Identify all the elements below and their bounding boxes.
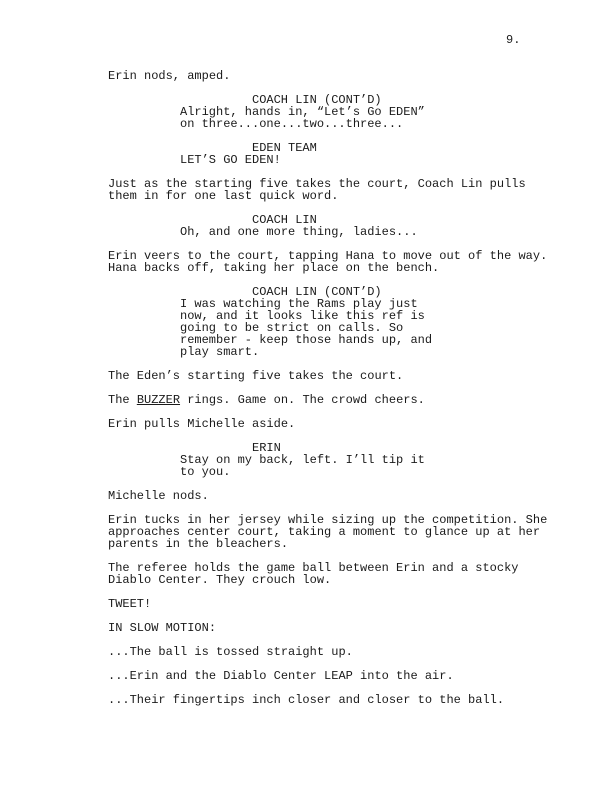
dialogue: Alright, hands in, “Let’s Go EDEN” on three...one...two...three...	[180, 105, 425, 131]
action-line-buzzer	[108, 394, 558, 406]
action-line: Michelle nods.	[108, 489, 209, 503]
action-line: Erin veers to the court, tapping Hana to move out of the way. Hana backs off, taking her place on the bench.	[108, 249, 548, 275]
page-number: 9.	[506, 33, 521, 47]
action-line: Erin tucks in her jersey while sizing up the competition. She approaches center court, taking a moment to glance up at her parents in the bleachers.	[108, 513, 548, 551]
dialogue: I was watching the Rams play just now, and it looks like this ref is going to be strict on calls. So remember - keep those hands up, and play smart.	[180, 297, 433, 359]
action-line: The Eden’s starting five takes the court.	[108, 369, 404, 383]
action-line: ...Erin and the Diablo Center LEAP into the air.	[108, 669, 454, 683]
action-line: Erin nods, amped.	[108, 69, 231, 83]
character-name: COACH LIN (CONT’D)	[252, 93, 382, 107]
action-line: ...Their fingertips inch closer and closer to the ball.	[108, 693, 505, 707]
action-line: ...The ball is tossed straight up.	[108, 645, 353, 659]
character-name: COACH LIN	[252, 213, 317, 227]
scene-transition: IN SLOW MOTION:	[108, 621, 217, 635]
sound-cue: BUZZER	[136, 393, 181, 407]
action-line: The referee holds the game ball between Erin and a stocky Diablo Center. They crouch low.	[108, 561, 519, 587]
character-name: ERIN	[252, 441, 281, 455]
action-line: Erin pulls Michelle aside.	[108, 417, 296, 431]
action-line: TWEET!	[108, 597, 152, 611]
screenplay-body	[108, 70, 558, 718]
action-text: rings. Game on. The crowd cheers.	[180, 393, 425, 407]
action-line: Just as the starting five takes the court, Coach Lin pulls them in for one last quick word.	[108, 177, 526, 203]
character-name: EDEN TEAM	[252, 141, 317, 155]
character-name: COACH LIN (CONT’D)	[252, 285, 382, 299]
dialogue: Oh, and one more thing, ladies...	[180, 225, 418, 239]
dialogue: Stay on my back, left. I’ll tip it to you.	[180, 453, 425, 479]
action-text: The	[108, 393, 137, 407]
dialogue: LET’S GO EDEN!	[180, 153, 281, 167]
